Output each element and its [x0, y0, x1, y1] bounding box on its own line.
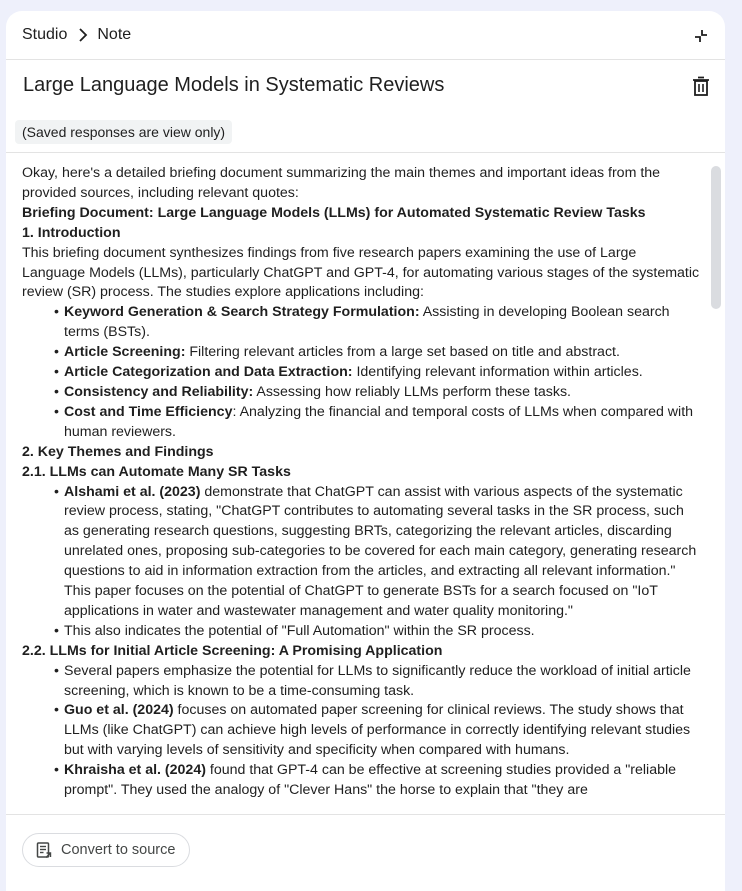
subsection-heading: 2.1. LLMs can Automate Many SR Tasks [22, 463, 291, 480]
content-divider [6, 152, 725, 153]
chevron-right-icon [73, 25, 93, 45]
bullet-list [22, 483, 702, 642]
list-item-lead: Cost and Time Efficiency [64, 403, 233, 420]
doc-title: Briefing Document: Large Language Models (LLMs) for Automated Systematic Review Tasks [22, 204, 646, 221]
list-item [64, 363, 702, 383]
trash-icon[interactable] [690, 75, 712, 99]
breadcrumb-studio[interactable]: Studio [22, 26, 68, 43]
list-item [64, 403, 702, 443]
collapse-icon[interactable] [690, 25, 712, 47]
list-item-lead: Guo et al. (2024) [64, 702, 174, 719]
section-heading: 2. Key Themes and Findings [22, 443, 214, 460]
section-heading: 1. Introduction [22, 224, 121, 241]
list-item [64, 343, 702, 363]
list-item [64, 303, 702, 343]
list-item [64, 701, 702, 761]
list-item-lead: Article Categorization and Data Extraction: [64, 364, 353, 381]
list-item-text: Assisting in developing Boolean search terms (BSTs). [64, 304, 670, 341]
list-item-text: found that GPT-4 can be effective at screening studies provided a "reliable prompt". They used the analogy of "Clever Hans" the horse to explain that "they are [64, 762, 677, 799]
list-item-text: This also indicates the potential of "Full Automation" within the SR process. [64, 622, 535, 639]
list-item [64, 383, 702, 403]
list-item [64, 662, 702, 702]
list-item [64, 483, 702, 622]
list-item-lead: Article Screening: [64, 344, 186, 361]
list-item [64, 622, 702, 642]
list-item-text: : Analyzing the financial and temporal costs of LLMs when compared with human reviewers. [64, 403, 694, 440]
list-item-text: Filtering relevant articles from a large set based on title and abstract. [185, 344, 620, 361]
list-item-text: demonstrate that ChatGPT can assist with various aspects of the systematic review process, stating, "ChatGPT contributes to automating several tasks in the SR process, such as generating research questions, suggesting BRTs, categorizing the relevant articles, discarding unrelated ones, proposing sub-categories to be covered for each main category, generating research questions to aid in information extraction from the articles, and extracting all relevant information." This paper focuses on the potential of ChatGPT to generate BSTs for a search focused on "IoT applications in water and wastewater management and water quality monitoring." [64, 483, 697, 619]
list-item-text: Assessing how reliably LLMs perform these tasks. [253, 383, 571, 400]
list-item-lead: Alshami et al. (2023) [64, 483, 201, 500]
footer [6, 814, 725, 891]
content-scrollbar[interactable] [711, 166, 721, 309]
bullet-list [22, 303, 702, 442]
view-only-notice: (Saved responses are view only) [15, 120, 232, 144]
header-divider [6, 59, 725, 60]
list-item-text: focuses on automated paper screening for clinical reviews. The study shows that LLMs (like ChatGPT) can achieve high levels of performance in correctly identifying relevant studies but with varying levels of sensitivity and specificity when compared with humans. [64, 702, 691, 759]
convert-to-source-button[interactable] [22, 833, 190, 867]
note-content[interactable] [22, 164, 702, 814]
list-item-lead: Keyword Generation & Search Strategy Formulation: [64, 304, 420, 321]
section-paragraph: This briefing document synthesizes findings from five research papers examining the use of Large Language Models (LLMs), particularly ChatGPT and GPT-4, for automating various stages of the systematic review (SR) process. The studies explore applications including: [22, 244, 700, 301]
list-item-lead: Khraisha et al. (2024) [64, 762, 206, 779]
list-item-text: Several papers emphasize the potential for LLMs to significantly reduce the workload of initial article screening, which is known to be a time-consuming task. [64, 662, 691, 699]
note-panel [6, 11, 725, 891]
note-title: Large Language Models in Systematic Reviews [23, 74, 445, 96]
subsection-heading: 2.2. LLMs for Initial Article Screening: A Promising Application [22, 642, 443, 659]
convert-to-source-label: Convert to source [61, 842, 176, 858]
breadcrumb-note: Note [97, 26, 132, 43]
note-convert-icon [35, 841, 53, 859]
breadcrumb [22, 25, 131, 45]
list-item [64, 761, 702, 801]
list-item-text: Identifying relevant information within articles. [352, 364, 643, 381]
bullet-list [22, 662, 702, 801]
list-item-lead: Consistency and Reliability: [64, 383, 254, 400]
intro-paragraph: Okay, here's a detailed briefing document summarizing the main themes and important ideas from the provided sources, including relevant quotes: [22, 165, 661, 201]
